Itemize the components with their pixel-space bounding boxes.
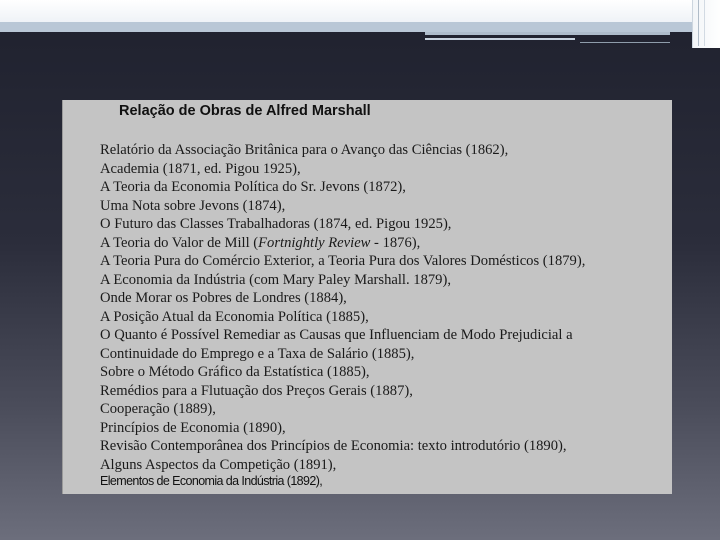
list-item: Uma Nota sobre Jevons (1874), [100, 197, 286, 214]
document-title: Relação de Obras de Alfred Marshall [119, 103, 371, 119]
list-item: Sobre o Método Gráfico da Estatística (1885), [100, 364, 370, 380]
slide-corner-panel [692, 0, 720, 48]
document-image [62, 100, 672, 494]
works-list [100, 141, 585, 474]
list-item: Alguns Aspectos da Competição (1891), [100, 456, 337, 473]
decorative-line [425, 32, 670, 35]
decorative-line [580, 42, 670, 43]
decorative-line [425, 38, 575, 40]
list-item-journal: Fortnightly Review [258, 234, 371, 251]
list-item: O Futuro das Classes Trabalhadoras (1874, ed. Pigou 1925), [100, 216, 452, 232]
list-item: Remédios para a Flutuação dos Preços Gerais (1887), [100, 382, 413, 399]
list-item: A Teoria Pura do Comércio Exterior, a Teoria Pura dos Valores Domésticos (1879), [100, 253, 586, 269]
list-item: A Teoria da Economia Política do Sr. Jevons (1872), [100, 179, 406, 195]
list-item-last: Elementos de Economia da Indústria (1892), [100, 474, 323, 488]
decorative-line [698, 0, 699, 46]
list-item: Relatório da Associação Britânica para o Avanço das Ciências (1862), [100, 142, 509, 158]
decorative-line [704, 0, 705, 46]
list-item: Onde Morar os Pobres de Londres (1884), [100, 290, 347, 306]
list-item: Cooperação (1889), [100, 401, 216, 417]
list-item: O Quanto é Possível Remediar as Causas que Influenciam de Modo Prejudicial a [100, 327, 573, 343]
list-item-text: A Teoria do Valor de Mill ( [100, 234, 259, 251]
list-item: Revisão Contemporânea dos Princípios de Economia: texto introdutório (1890), [100, 438, 567, 454]
list-item [100, 234, 585, 253]
list-item: Academia (1871, ed. Pigou 1925), [100, 160, 301, 177]
list-item: A Economia da Indústria (com Mary Paley Marshall. 1879), [100, 271, 451, 288]
list-item: A Posição Atual da Economia Política (1885), [100, 308, 369, 325]
list-item-text: - 1876), [370, 234, 421, 251]
list-item: Princípios de Economia (1890), [100, 419, 286, 436]
slide-top-band [0, 22, 700, 32]
list-item: Continuidade do Emprego e a Taxa de Salário (1885), [100, 345, 415, 362]
